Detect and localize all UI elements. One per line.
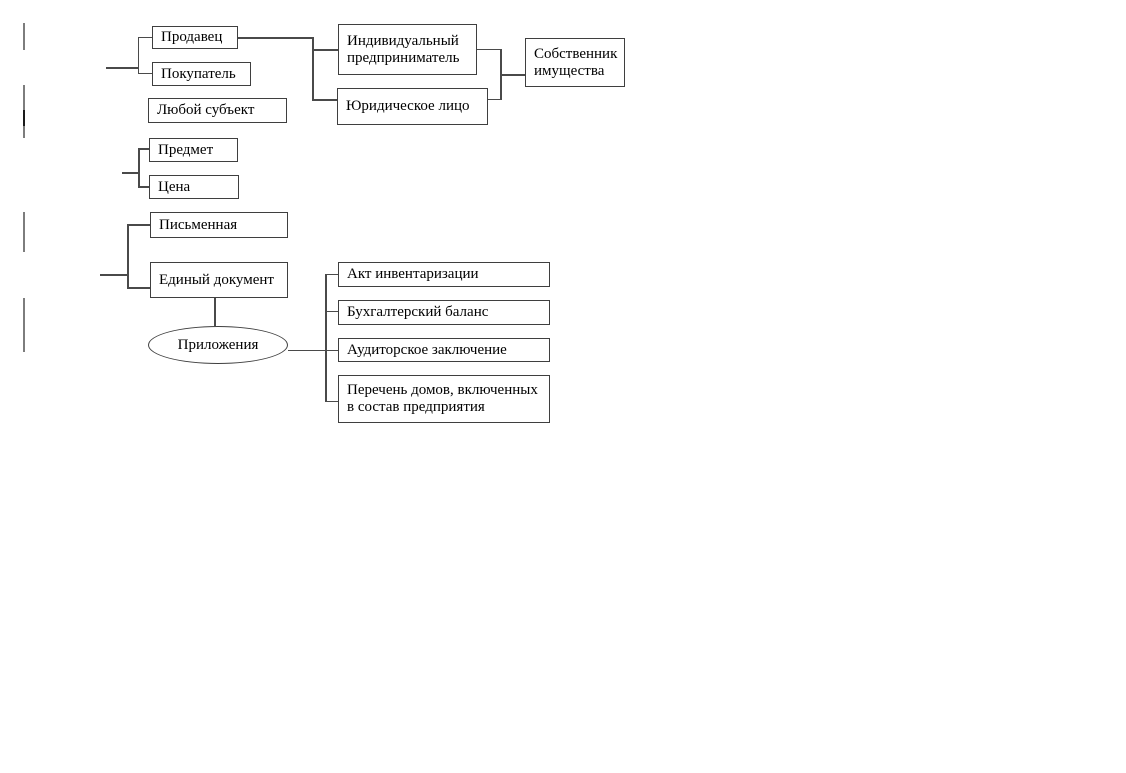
- connector-line: [138, 73, 153, 75]
- node-attachments: [148, 326, 288, 364]
- connector-line: [127, 224, 129, 289]
- node-single-document: [150, 262, 288, 298]
- node-property-owner: [525, 38, 625, 87]
- node-seller: [152, 26, 238, 49]
- connector-line: [325, 401, 338, 403]
- node-written-form: [150, 212, 288, 238]
- node-legal-entity-label: Юридическое лицо: [346, 98, 470, 114]
- connector-line: [477, 49, 502, 51]
- node-audit-report: [338, 338, 550, 362]
- node-price-label: Цена: [158, 178, 191, 195]
- change-bar: [23, 212, 25, 252]
- change-bar: [23, 23, 25, 50]
- connector-line: [122, 172, 139, 174]
- node-balance-sheet: [338, 300, 550, 325]
- connector-line: [288, 350, 338, 352]
- node-inventory-act-label: Акт инвентаризации: [347, 266, 479, 282]
- node-subject: [149, 138, 238, 162]
- node-balance-sheet-label: Бухгалтерский баланс: [347, 304, 489, 320]
- connector-line: [138, 148, 149, 150]
- node-any-subject: [148, 98, 287, 123]
- node-property-owner-label: Собственник имущества: [534, 45, 618, 79]
- connector-line: [325, 274, 338, 276]
- node-buyer: [152, 62, 251, 86]
- node-seller-label: Продавец: [161, 29, 223, 45]
- node-price: [149, 175, 239, 199]
- connector-line: [127, 287, 150, 289]
- node-subject-label: Предмет: [158, 141, 214, 158]
- connector-line: [100, 274, 128, 276]
- node-attachments-label: Приложения: [177, 336, 259, 353]
- connector-line: [312, 49, 338, 51]
- connector-line: [106, 67, 138, 69]
- change-bar: [23, 298, 25, 352]
- node-individual-entrepreneur-label: Индивидуальный предприниматель: [347, 32, 460, 66]
- node-written-form-label: Письменная: [159, 216, 238, 233]
- connector-line: [138, 186, 149, 188]
- connector-line: [138, 148, 140, 188]
- node-single-document-label: Единый документ: [159, 271, 274, 288]
- node-any-subject-label: Любой субъект: [157, 102, 255, 118]
- connector-line: [325, 311, 338, 313]
- node-house-list-label: Перечень домов, включенных в состав предприятия: [347, 382, 538, 415]
- connector-line: [312, 99, 337, 101]
- connector-line: [325, 274, 327, 402]
- node-audit-report-label: Аудиторское заключение: [347, 341, 507, 358]
- connector-line: [214, 298, 216, 326]
- connector-line: [138, 37, 153, 39]
- connector-line: [127, 224, 150, 226]
- connector-line: [488, 99, 502, 101]
- node-buyer-label: Покупатель: [161, 65, 236, 82]
- change-bar: [23, 110, 25, 126]
- node-house-list: [338, 375, 550, 423]
- connector-line: [312, 37, 314, 101]
- node-individual-entrepreneur: [338, 24, 477, 75]
- connector-line: [500, 74, 525, 76]
- node-legal-entity: [337, 88, 488, 125]
- connector-line: [238, 37, 314, 39]
- node-inventory-act: [338, 262, 550, 287]
